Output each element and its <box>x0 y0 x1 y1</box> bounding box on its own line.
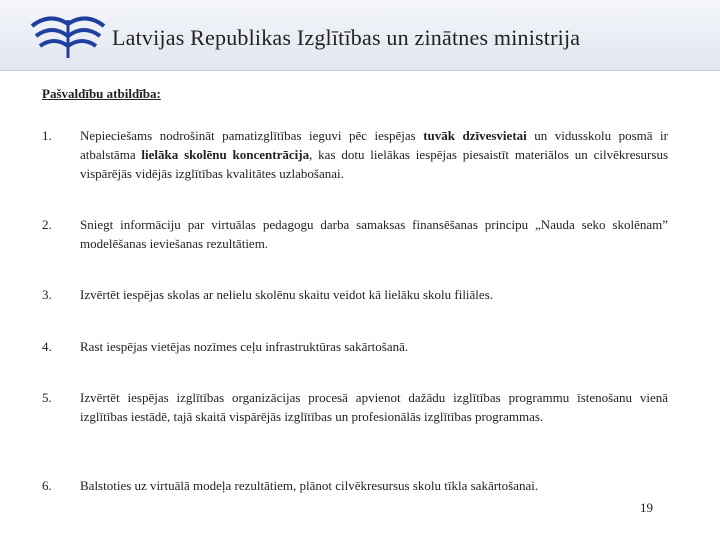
list-item-1 <box>42 126 668 183</box>
item-number: 1. <box>42 128 52 143</box>
list-item-4 <box>42 337 668 356</box>
list-item-6 <box>42 476 668 495</box>
open-book-logo-icon <box>28 6 108 64</box>
page-number: 19 <box>640 500 653 515</box>
item-number: 2. <box>42 217 52 232</box>
item-number: 3. <box>42 287 52 302</box>
list-item-3 <box>42 285 668 304</box>
item-text: Izvērtēt iespējas skolas ar nelielu skolēnu skaitu veidot kā lielāku skolu filiāles. <box>80 287 493 302</box>
item-text: Izvērtēt iespējas izglītības organizācijas procesā apvienot dažādu izglītības programmu īstenošanu vienā izglītības iestādē, tajā skaitā vispārējās izglītības un profesionālās izglītības programmas. <box>80 390 668 424</box>
item-number: 5. <box>42 390 52 405</box>
item-number: 6. <box>42 478 52 493</box>
item-text: Balstoties uz virtuālā modeļa rezultātiem, plānot cilvēkresursus skolu tīkla sakārtošanai. <box>80 478 539 493</box>
item-number: 4. <box>42 339 52 354</box>
section-title: Pašvaldību atbildība: <box>42 86 161 101</box>
emphasis-tuvak: tuvāk dzīvesvietai <box>423 128 527 143</box>
list-item-2 <box>42 215 668 253</box>
item-text: Sniegt informāciju par virtuālas pedagogu darba samaksas finansēšanas principu „Nauda seko skolēnam” modelēšanas ieviešanas rezultātiem. <box>80 217 668 251</box>
item-text: Rast iespējas vietējas nozīmes ceļu infrastruktūras sakārtošanā. <box>80 339 409 354</box>
emphasis-lielaka: lielāka skolēnu koncentrācija <box>141 147 310 162</box>
header-band <box>0 0 720 71</box>
item-text: Nepieciešams nodrošināt pamatizglītības ieguvi pēc iespējas tuvāk dzīvesvietai un vidusskolu posmā ir atbalstāma lielāka skolēnu koncentrācija, kas dotu lielākas iespējas piesaistīt materiālos un cilvēkresursus vispārējās vidējās izglītības kvalitātes uzlabošanai. <box>80 128 668 181</box>
list-item-5 <box>42 388 668 426</box>
ministry-title: Latvijas Republikas Izglītības un zinātnes ministrija <box>112 25 581 50</box>
